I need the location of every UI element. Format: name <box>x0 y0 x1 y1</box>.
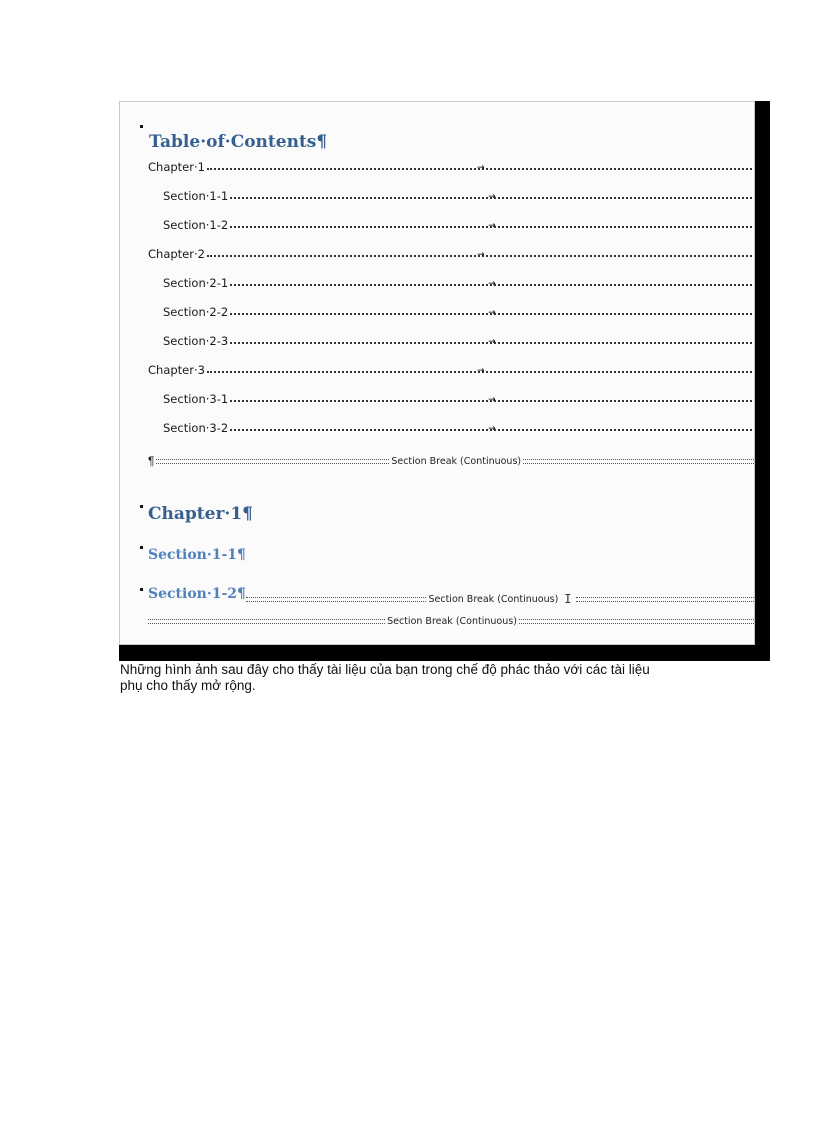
heading-section-1-1: Section·1-1¶ <box>148 547 246 563</box>
paragraph-mark <box>140 125 143 128</box>
toc-leader <box>230 337 755 347</box>
tab-arrow-icon: → <box>488 192 496 202</box>
section-break-3 <box>148 616 755 626</box>
paragraph-mark <box>140 546 143 549</box>
toc-entry-section-2-2[interactable] <box>163 303 755 319</box>
toc-entry-section-2-1[interactable] <box>163 274 755 290</box>
toc-leader <box>230 424 755 434</box>
text-cursor-icon: I <box>564 592 572 606</box>
tab-arrow-icon: → <box>476 366 485 376</box>
heading-chapter-1: Chapter·1¶ <box>148 504 253 524</box>
toc-entry-chapter-2[interactable] <box>148 245 755 261</box>
section-break-label: Section Break (Continuous) <box>391 455 522 467</box>
toc-leader <box>230 221 755 231</box>
toc-entry-section-3-2[interactable] <box>163 419 755 435</box>
tab-arrow-icon: → <box>488 395 496 405</box>
toc-leader <box>230 192 755 202</box>
section-break-1 <box>148 456 755 466</box>
toc-title: Table·of·Contents¶ <box>149 132 328 152</box>
section-break-rule <box>246 597 426 602</box>
section-break-rule <box>156 459 389 464</box>
section-break-label: Section Break (Continuous) <box>428 593 559 605</box>
section-break-label: Section Break (Continuous) <box>387 615 517 627</box>
section-break-rule <box>523 459 755 464</box>
tab-arrow-icon: → <box>488 337 496 347</box>
tab-arrow-icon: → <box>476 250 485 260</box>
tab-arrow-icon: → <box>476 163 485 173</box>
toc-entry-label: Section·1-2 <box>163 218 229 232</box>
toc-entry-label: Section·1-1 <box>163 189 229 203</box>
tab-arrow-icon: → <box>488 221 496 231</box>
toc-entry-label: Section·2-1 <box>163 276 229 290</box>
toc-entry-section-1-2[interactable] <box>163 216 755 232</box>
section-break-rule <box>519 619 755 624</box>
toc-leader <box>207 250 755 260</box>
toc-entry-chapter-3[interactable] <box>148 361 755 377</box>
pilcrow-mark: ¶ <box>148 454 155 468</box>
toc-entry-label: Section·2-2 <box>163 305 229 319</box>
paragraph-mark <box>140 588 143 591</box>
toc-entry-label: Chapter·2 <box>148 247 205 261</box>
tab-arrow-icon: → <box>488 279 496 289</box>
caption-line-1: Những hình ảnh sau đây cho thấy tài liệu của bạn trong chế độ phác thảo với các tài liệu <box>120 662 650 677</box>
tab-arrow-icon: → <box>488 308 496 318</box>
toc-leader <box>207 163 755 173</box>
caption <box>120 662 720 694</box>
toc-leader <box>230 279 755 289</box>
toc-entry-chapter-1[interactable] <box>148 158 755 174</box>
toc-leader <box>230 395 755 405</box>
document-screenshot <box>119 101 770 661</box>
toc-entry-label: Chapter·3 <box>148 363 205 377</box>
toc-entry-label: Chapter·1 <box>148 160 205 174</box>
toc-leader <box>230 308 755 318</box>
section-break-rule <box>576 597 755 602</box>
toc-entry-label: Section·3-2 <box>163 421 229 435</box>
toc-leader <box>207 366 755 376</box>
caption-line-2: phụ cho thấy mở rộng. <box>120 678 256 693</box>
toc-entry-label: Section·2-3 <box>163 334 229 348</box>
toc-entry-label: Section·3-1 <box>163 392 229 406</box>
heading-section-1-2: Section·1-2¶ <box>148 586 246 602</box>
toc-entry-section-3-1[interactable] <box>163 390 755 406</box>
toc-entry-section-1-1[interactable] <box>163 187 755 203</box>
section-break-2 <box>246 594 755 604</box>
tab-arrow-icon: → <box>488 424 496 434</box>
document-canvas[interactable] <box>119 101 755 645</box>
paragraph-mark <box>140 505 143 508</box>
section-break-rule <box>148 619 385 624</box>
toc-entry-section-2-3[interactable] <box>163 332 755 348</box>
